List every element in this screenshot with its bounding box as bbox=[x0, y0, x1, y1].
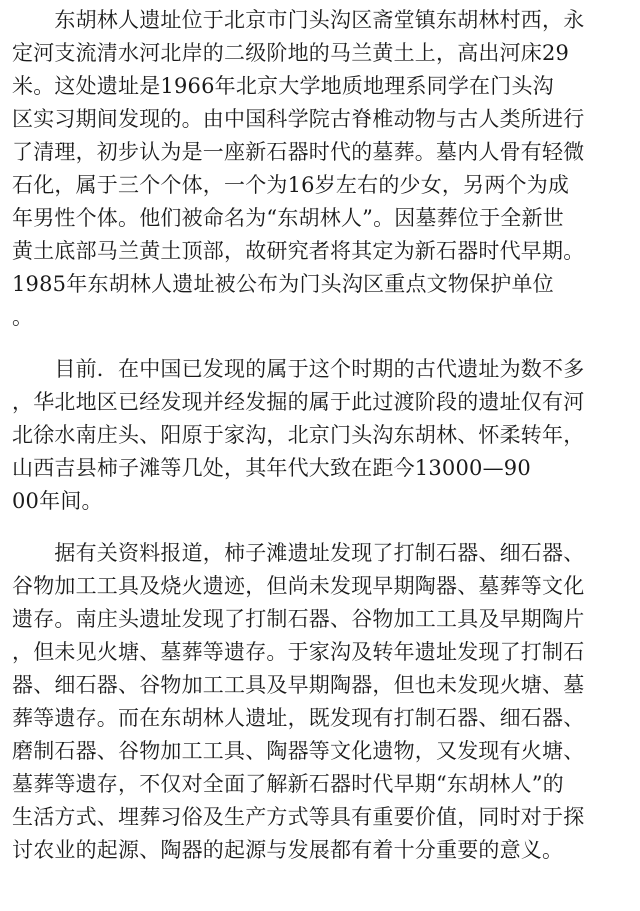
text-line: 北徐水南庄头、阳原于家沟，北京门头沟东胡林、怀柔转年， bbox=[12, 423, 585, 447]
text-line: 墓葬等遗存，不仅对全面了解新石器时代早期“东胡林人”的 bbox=[12, 772, 564, 796]
text-line: 生活方式、埋葬习俗及生产方式等具有重要价值，同时对于探 bbox=[12, 805, 585, 829]
text-line: 东胡林人遗址位于北京市门头沟区斋堂镇东胡林村西，永 bbox=[12, 8, 585, 32]
text-line: 据有关资料报道，柿子滩遗址发现了打制石器、细石器、 bbox=[12, 541, 585, 565]
text-line: 定河支流清水河北岸的二级阶地的马兰黄土上，高出河床29 bbox=[12, 41, 570, 65]
text-line: 遗存。南庄头遗址发现了打制石器、谷物加工工具及早期陶片 bbox=[12, 607, 585, 631]
text-line: 黄土底部马兰黄土顶部，故研究者将其定为新石器时代早期。 bbox=[12, 239, 585, 263]
text-line: 石化，属于三个个体，一个为16岁左右的少女，另两个为成 bbox=[12, 173, 570, 197]
text-line: ，华北地区已经发现并经发掘的属于此过渡阶段的遗址仅有河 bbox=[12, 390, 585, 414]
text-line: 年男性个体。他们被命名为“东胡林人”。因墓葬位于全新世 bbox=[12, 206, 564, 230]
text-line: 葬等遗存。而在东胡林人遗址，既发现有打制石器、细石器、 bbox=[12, 706, 585, 730]
text-line: 。 bbox=[12, 305, 34, 329]
text-line: 器、细石器、谷物加工工具及早期陶器，但也未发现火塘、墓 bbox=[12, 673, 585, 697]
text-line: 00年间。 bbox=[12, 489, 103, 513]
paragraph-dongHuLin-site bbox=[12, 4, 634, 334]
text-line: 米。这处遗址是1966年北京大学地质地理系同学在门头沟 bbox=[12, 74, 554, 98]
text-line: 目前．在中国已发现的属于这个时期的古代遗址为数不多 bbox=[12, 357, 585, 381]
paragraph-findings-significance bbox=[12, 537, 634, 867]
text-line: 讨农业的起源、陶器的起源与发展都有着十分重要的意义。 bbox=[12, 838, 564, 862]
text-line: 区实习期间发现的。由中国科学院古脊椎动物与古人类所进行 bbox=[12, 107, 585, 131]
text-line: 磨制石器、谷物加工工具、陶器等文化遗物，又发现有火塘、 bbox=[12, 739, 585, 763]
text-line: 山西吉县柿子滩等几处，其年代大致在距今13000—90 bbox=[12, 456, 531, 480]
text-line: 了清理，初步认为是一座新石器时代的墓葬。墓内人骨有轻微 bbox=[12, 140, 585, 164]
text-line: 谷物加工工具及烧火遗迹，但尚未发现早期陶器、墓葬等文化 bbox=[12, 574, 585, 598]
text-line: ，但未见火塘、墓葬等遗存。于家沟及转年遗址发现了打制石 bbox=[12, 640, 585, 664]
text-line: 1985年东胡林人遗址被公布为门头沟区重点文物保护单位 bbox=[12, 272, 554, 296]
paragraph-transition-sites bbox=[12, 353, 634, 518]
